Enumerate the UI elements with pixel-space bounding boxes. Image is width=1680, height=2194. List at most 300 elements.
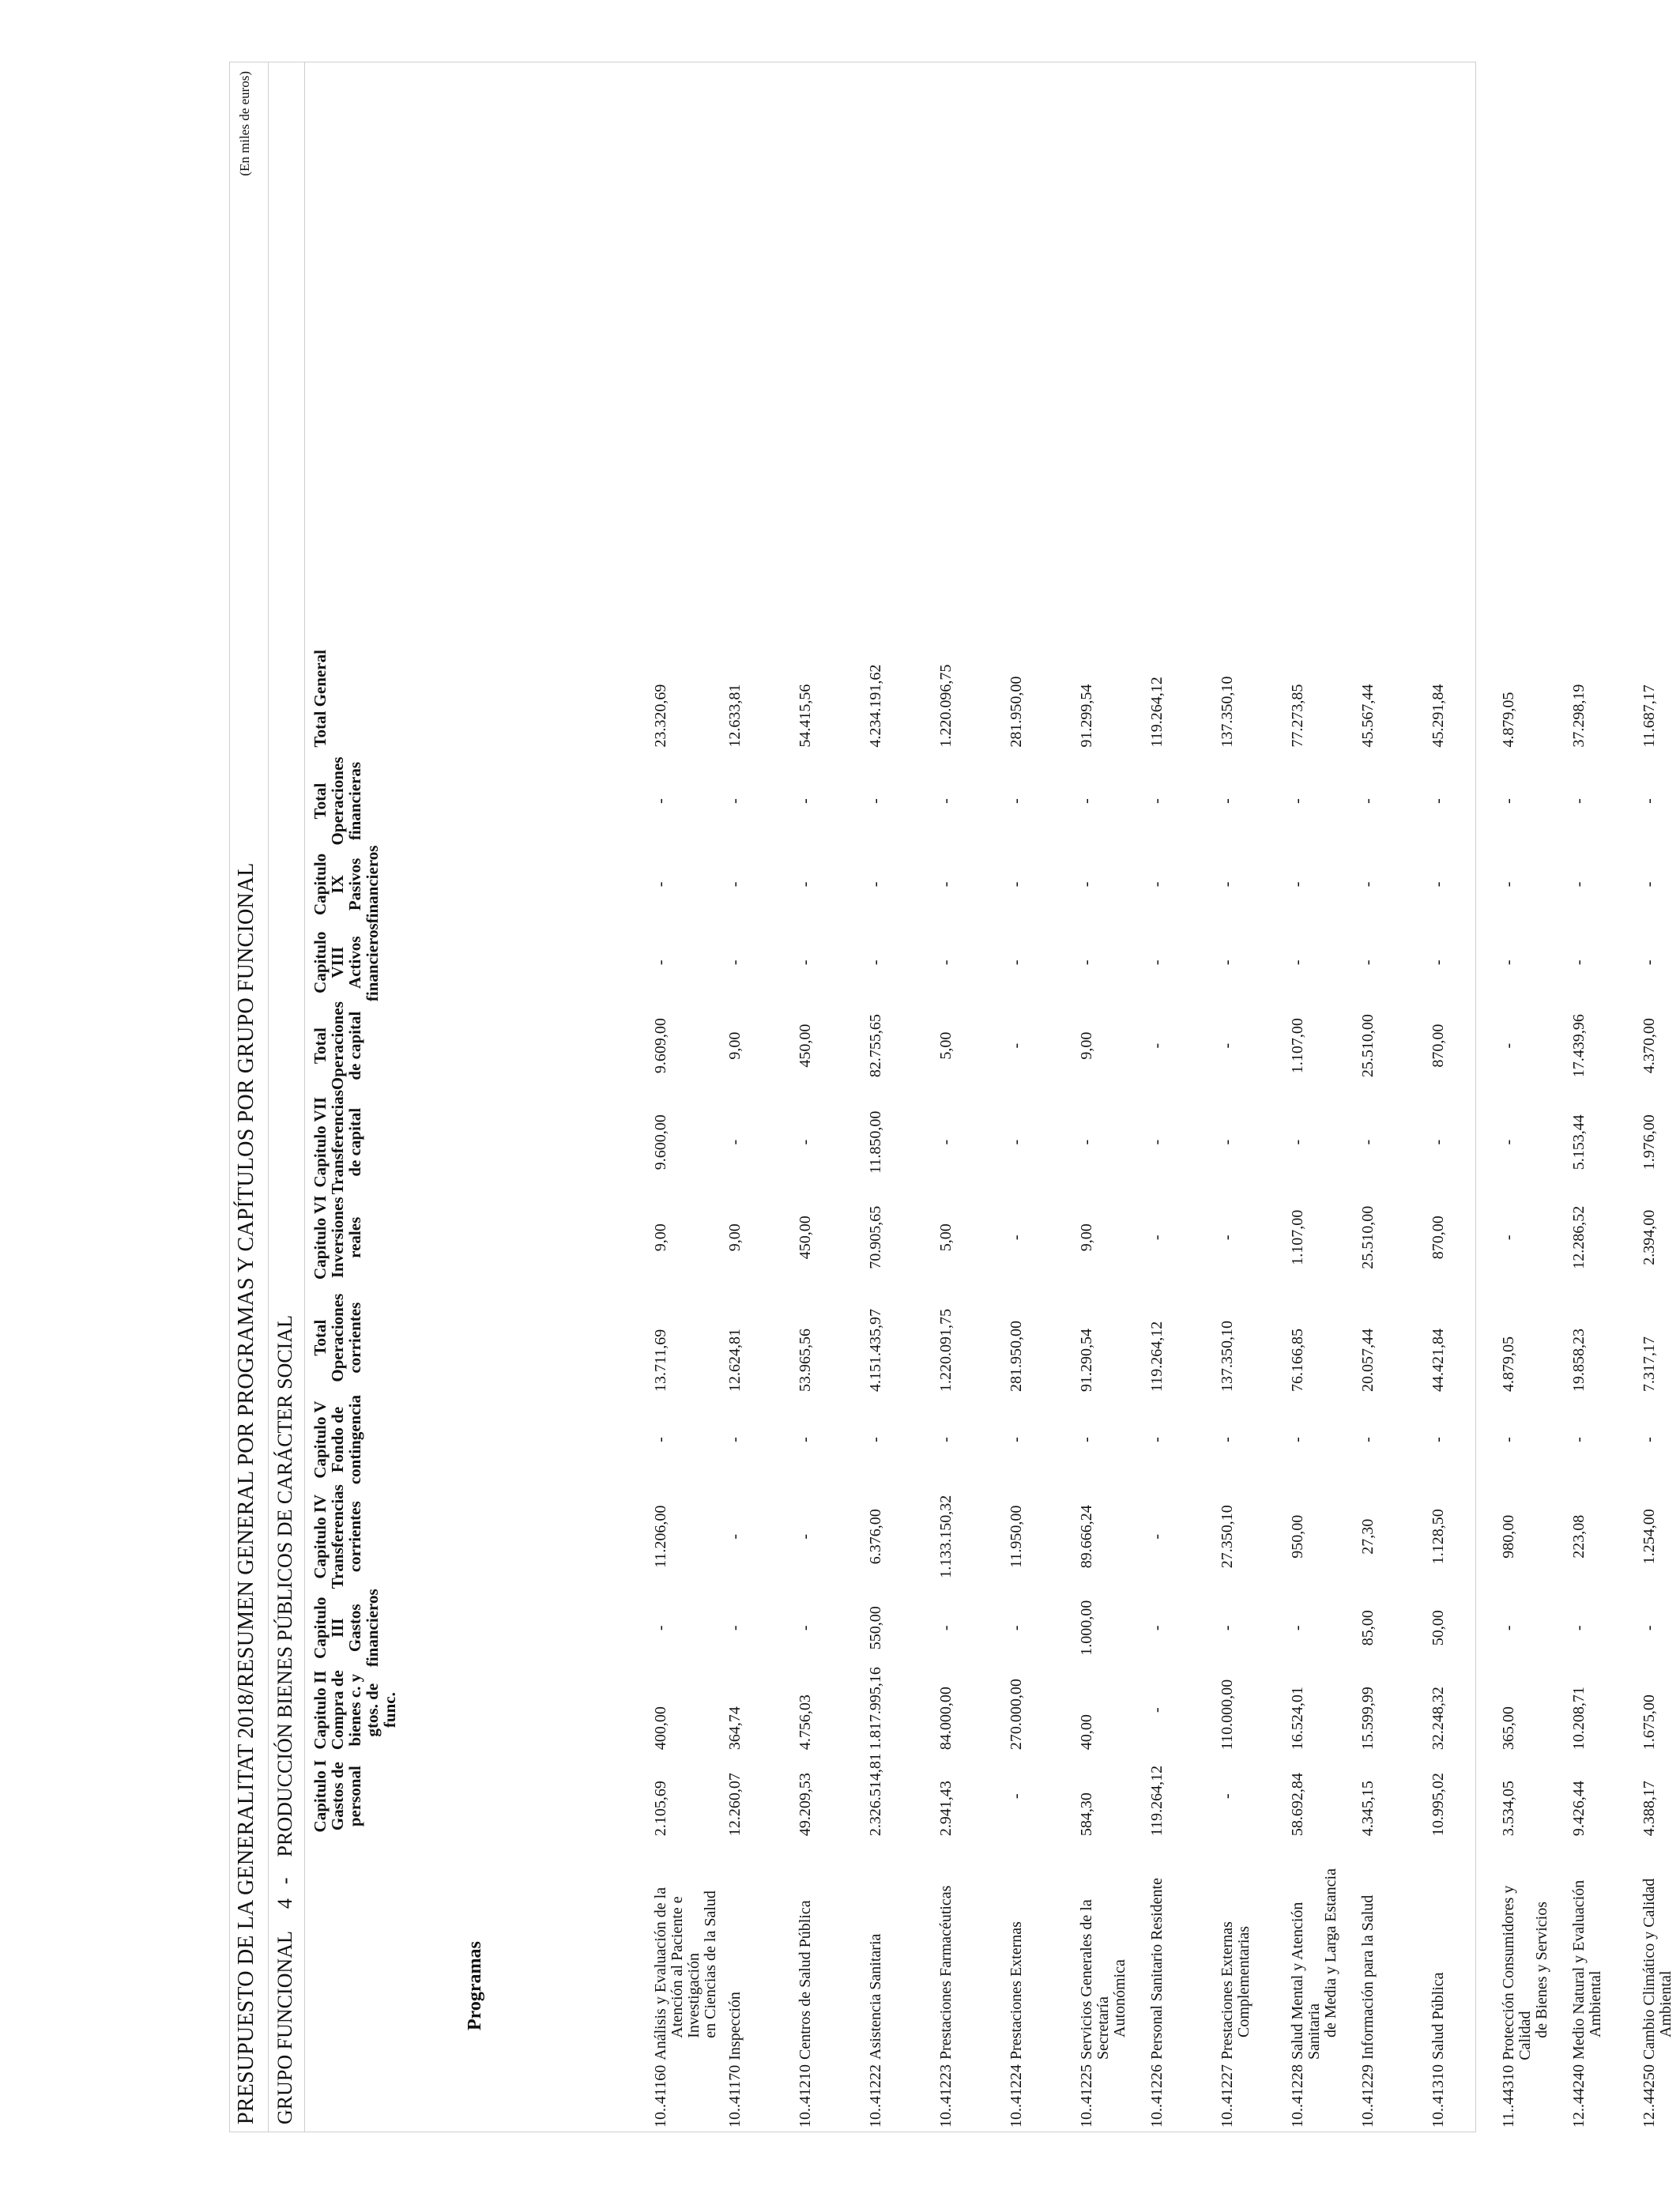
value-cell: - <box>1570 881 1588 888</box>
value-cell: 50,00 <box>1430 1610 1447 1646</box>
header-line: Inversiones <box>328 1197 347 1279</box>
program-cell <box>1422 1839 1493 2132</box>
value-cell: 2.326.514,81 <box>867 1753 884 1837</box>
header-line: Capitulo VIII <box>311 931 347 993</box>
value-cell: - <box>1430 959 1447 966</box>
column-header <box>305 1001 645 1090</box>
header-line: Gastos <box>345 1604 364 1653</box>
table-row <box>1633 62 1680 2132</box>
functional-group-row <box>269 62 305 2132</box>
value-cell: - <box>1148 1533 1166 1540</box>
program-cell <box>789 1839 860 2132</box>
program-name-line: Complementarias <box>1235 1925 1252 2038</box>
value-cell: 3.534,05 <box>1500 1781 1517 1837</box>
program-name-line: Ambiental <box>1657 1970 1674 2038</box>
value-cell: 16.524,01 <box>1289 1687 1306 1751</box>
header-line: Capitulo VI <box>311 1195 330 1280</box>
value-cell: 5.153,44 <box>1570 1114 1588 1171</box>
value-cell: - <box>1430 881 1447 888</box>
header-line: Transferencias <box>328 1484 347 1589</box>
value-cell: - <box>1148 1235 1166 1241</box>
program-code: 10..41229 <box>1359 2064 1377 2128</box>
program-name <box>797 1842 814 2060</box>
value-cell: 85,00 <box>1359 1610 1377 1646</box>
value-cell: 584,30 <box>1078 1793 1095 1837</box>
value-cell: 45.567,44 <box>1359 684 1377 748</box>
program-name-line: Salud Pública <box>1430 1972 1447 2060</box>
value-cell: - <box>652 798 669 804</box>
value-cell: - <box>726 1139 744 1145</box>
program-name <box>1430 1842 1447 2060</box>
header-line: reales <box>345 1216 364 1258</box>
value-cell: - <box>1289 881 1306 888</box>
table-row <box>1141 62 1211 2132</box>
value-cell: 45.291,84 <box>1430 684 1447 748</box>
value-cell: - <box>1148 881 1166 888</box>
value-cell: 40,00 <box>1078 1714 1095 1751</box>
value-cell: - <box>937 1625 955 1631</box>
value-cell: - <box>1008 1625 1025 1631</box>
value-cell: 17.439,96 <box>1570 1014 1588 1078</box>
value-cell: - <box>652 959 669 966</box>
value-cell: 119.264,12 <box>1148 677 1166 748</box>
value-cell: 364,74 <box>726 1706 744 1751</box>
value-cell: - <box>1570 959 1588 966</box>
value-cell: - <box>1219 1437 1236 1442</box>
value-cell: 119.264,12 <box>1148 1765 1166 1837</box>
table-row <box>1282 62 1352 2132</box>
table-body <box>645 62 1680 2132</box>
value-cell: 7.317,17 <box>1640 1336 1658 1392</box>
program-name <box>1360 1842 1377 2060</box>
program-cell <box>1493 1839 1563 2132</box>
value-cell: 44.421,84 <box>1430 1328 1447 1392</box>
program-code: 11..44310 <box>1500 2064 1517 2128</box>
program-name <box>727 1842 744 2060</box>
value-cell: 1.254,00 <box>1640 1509 1658 1565</box>
value-cell: - <box>726 1625 744 1631</box>
table-row <box>1071 62 1141 2132</box>
value-cell: - <box>1219 959 1236 966</box>
value-cell: - <box>1008 881 1025 888</box>
value-cell: - <box>1359 1139 1377 1145</box>
value-cell: 4.879,05 <box>1500 1336 1517 1392</box>
program-name-line: Información para la Salud <box>1359 1894 1377 2060</box>
program-name-line: Prestaciones Farmacéuticas <box>937 1885 955 2060</box>
program-name <box>938 1842 955 2060</box>
table-row <box>1211 62 1282 2132</box>
value-cell: - <box>797 881 814 888</box>
budget-table <box>305 62 1680 2132</box>
value-cell: 12.633,81 <box>726 684 744 748</box>
value-cell: - <box>1219 1625 1236 1631</box>
value-cell: 1.000,00 <box>1078 1600 1095 1656</box>
header-line: Operaciones <box>328 1001 347 1091</box>
program-cell <box>1211 1839 1282 2132</box>
value-cell: - <box>937 798 955 804</box>
value-cell: - <box>1359 1437 1377 1442</box>
column-header <box>305 757 645 846</box>
value-cell: - <box>1219 798 1236 804</box>
value-cell: 1.220.091,75 <box>937 1308 955 1392</box>
program-cell <box>1633 1839 1680 2132</box>
value-cell: - <box>1008 1235 1025 1241</box>
table-row <box>719 62 789 2132</box>
column-header <box>305 1395 645 1484</box>
value-cell: 32.248,32 <box>1430 1687 1447 1751</box>
value-cell: - <box>1500 1437 1517 1442</box>
value-cell: - <box>1500 1625 1517 1631</box>
value-cell: 9,00 <box>726 1031 744 1060</box>
program-name-line: Salud Mental y Atención Sanitaria <box>1289 1902 1323 2060</box>
header-line: financieros <box>363 845 382 924</box>
header-line: contingencia <box>345 1394 364 1485</box>
value-cell: - <box>937 959 955 966</box>
value-cell: - <box>937 881 955 888</box>
program-name <box>1290 1842 1339 2060</box>
value-cell: 400,00 <box>652 1706 669 1751</box>
table-row <box>1422 62 1493 2132</box>
value-cell: 4.879,05 <box>1500 692 1517 748</box>
value-cell: 53.965,56 <box>797 1328 814 1392</box>
value-cell: 10.208,71 <box>1570 1687 1588 1751</box>
value-cell: 11.206,00 <box>652 1505 669 1568</box>
table-row <box>1493 62 1563 2132</box>
value-cell: 9.426,44 <box>1570 1781 1588 1837</box>
value-cell: 9,00 <box>726 1223 744 1252</box>
program-name-line: Asistencia Sanitaria <box>867 1933 884 2060</box>
value-cell: 27.350,10 <box>1219 1505 1236 1569</box>
value-cell: - <box>1148 1042 1166 1049</box>
column-header <box>305 1484 645 1589</box>
header-line: Capitulo I <box>311 1759 330 1833</box>
table-row <box>860 62 930 2132</box>
program-cell <box>1282 1839 1352 2132</box>
value-cell: - <box>1500 881 1517 888</box>
header-line: Pasivos <box>345 858 364 911</box>
value-cell: 1.128,50 <box>1430 1509 1447 1565</box>
value-cell: 365,00 <box>1500 1706 1517 1751</box>
value-cell: 77.273,85 <box>1289 684 1306 748</box>
program-cell <box>1141 1839 1211 2132</box>
value-cell: 19.858,23 <box>1570 1328 1588 1392</box>
value-cell: 1.976,00 <box>1640 1114 1658 1171</box>
value-cell: - <box>867 959 884 966</box>
header-line: Capitulo III <box>311 1596 347 1659</box>
table-row <box>645 62 719 2132</box>
value-cell: 4.388,17 <box>1640 1781 1658 1837</box>
header-line: gtos. de func. <box>363 1683 399 1737</box>
value-cell: - <box>867 798 884 804</box>
value-cell: - <box>1008 798 1025 804</box>
header-line: Activos <box>345 936 364 989</box>
value-cell: - <box>1359 798 1377 804</box>
value-cell: 870,00 <box>1430 1216 1447 1260</box>
functional-group <box>273 1315 297 2124</box>
value-cell: 9.600,00 <box>652 1114 669 1171</box>
header-line: de capital <box>345 1011 364 1080</box>
header-line: Total <box>311 782 330 820</box>
program-name <box>1501 1842 1550 2060</box>
header-line: Operaciones <box>328 756 347 846</box>
value-cell: - <box>797 1533 814 1540</box>
header-line: Total <box>311 1319 330 1356</box>
value-cell: - <box>1078 959 1095 966</box>
budget-sheet <box>229 62 1674 2132</box>
header-line: Capitulo V <box>311 1400 330 1479</box>
value-cell: - <box>1008 1042 1025 1049</box>
value-cell: - <box>797 959 814 966</box>
column-header-row <box>305 62 645 2132</box>
program-name-line: Inspección <box>726 1992 744 2060</box>
value-cell: - <box>1500 1139 1517 1145</box>
value-cell: - <box>797 1139 814 1145</box>
program-name-line: Análisis y Evaluación de la <box>652 1887 669 2060</box>
value-cell: - <box>1148 798 1166 804</box>
program-cell <box>1563 1839 1633 2132</box>
value-cell: 25.510,00 <box>1359 1205 1377 1269</box>
value-cell: 281.950,00 <box>1008 1320 1025 1392</box>
header-line: Capitulo VII <box>311 1096 330 1188</box>
value-cell: 84.000,00 <box>937 1687 955 1751</box>
header-line: Capitulo IV <box>311 1494 330 1579</box>
value-cell: 11.687,17 <box>1640 684 1658 748</box>
value-cell: 2.105,69 <box>652 1781 669 1837</box>
program-code: 10..41223 <box>937 2064 955 2128</box>
value-cell: - <box>1078 1139 1095 1145</box>
value-cell: - <box>1078 1437 1095 1442</box>
value-cell: - <box>1500 1042 1517 1049</box>
value-cell: - <box>1219 1139 1236 1145</box>
program-name-line: de Media y Larga Estancia <box>1322 1868 1339 2038</box>
value-cell: 4.756,03 <box>797 1695 814 1751</box>
program-code: 10..41226 <box>1148 2064 1166 2128</box>
program-name <box>1571 1842 1604 2060</box>
header-line: Total General <box>311 650 330 748</box>
value-cell: - <box>1148 959 1166 966</box>
value-cell: - <box>1008 959 1025 966</box>
value-cell: - <box>1570 1437 1588 1442</box>
program-name-line: Protección Consumidores y Calidad <box>1500 1885 1534 2060</box>
program-code: 10..41310 <box>1430 2064 1447 2128</box>
value-cell: - <box>1570 798 1588 804</box>
column-header <box>305 1753 645 1839</box>
header-line: Fondo de <box>328 1406 347 1473</box>
value-cell: - <box>652 881 669 888</box>
program-code: 10..41224 <box>1008 2064 1025 2128</box>
value-cell: - <box>1289 1437 1306 1442</box>
program-name <box>1079 1842 1128 2060</box>
value-cell: 13.711,69 <box>652 1329 669 1392</box>
value-cell: 23.320,69 <box>652 684 669 748</box>
value-cell: - <box>797 1625 814 1631</box>
value-cell: 82.755,65 <box>867 1014 884 1078</box>
header-line: financieros <box>363 923 382 1002</box>
value-cell: 54.415,56 <box>797 684 814 748</box>
value-cell: 12.286,52 <box>1570 1205 1588 1269</box>
value-cell: - <box>1289 959 1306 966</box>
value-cell: 950,00 <box>1289 1514 1306 1559</box>
value-cell: 2.394,00 <box>1640 1209 1658 1265</box>
value-cell: 20.057,44 <box>1359 1328 1377 1392</box>
value-cell: 1.133.150,32 <box>937 1495 955 1578</box>
header-line: financieras <box>345 761 364 841</box>
program-name-line: Personal Sanitario Residente <box>1148 1878 1166 2060</box>
header-line: Capitulo IX <box>311 853 347 916</box>
program-name-line: Servicios Generales de la Secretaría <box>1078 1899 1112 2060</box>
value-cell: 450,00 <box>797 1216 814 1260</box>
program-name-line: Prestaciones Externas <box>1008 1921 1025 2060</box>
value-cell: - <box>1219 1042 1236 1049</box>
column-header <box>305 846 645 924</box>
group-label: GRUPO FUNCIONAL <box>273 1931 296 2124</box>
group-name: PRODUCCIÓN BIENES PÚBLICOS DE CARÁCTER SOCIAL <box>273 1315 296 1857</box>
value-cell: 1.220.096,75 <box>937 664 955 748</box>
table-row <box>1352 62 1422 2132</box>
column-header <box>305 1280 645 1395</box>
header-line: de capital <box>345 1107 364 1177</box>
value-cell: - <box>1008 1139 1025 1145</box>
value-cell: 119.264,12 <box>1148 1321 1166 1392</box>
value-cell: 12.260,07 <box>726 1773 744 1837</box>
table-row <box>789 62 860 2132</box>
value-cell: 25.510,00 <box>1359 1014 1377 1078</box>
document-title: PRESUPUESTO DE LA GENERALITAT 2018/RESUMEN GENERAL POR PROGRAMAS Y CAPÍTULOS POR GRUPO FUNCIONAL <box>234 862 258 2124</box>
value-cell: 11.950,00 <box>1008 1505 1025 1568</box>
value-cell: 870,00 <box>1430 1023 1447 1068</box>
program-name-line: en Ciencias de la Salud <box>702 1891 719 2038</box>
header-line: Capitulo II <box>311 1670 330 1750</box>
value-cell: - <box>1219 881 1236 888</box>
program-cell <box>1000 1839 1071 2132</box>
program-name-line: Cambio Climático y Calidad <box>1640 1878 1658 2060</box>
header-line: bienes c. y <box>345 1673 364 1747</box>
value-cell: 6.376,00 <box>867 1509 884 1565</box>
value-cell: 1.107,00 <box>1289 1209 1306 1265</box>
value-cell: - <box>726 881 744 888</box>
value-cell: 270.000,00 <box>1008 1679 1025 1751</box>
value-cell: 2.941,43 <box>937 1781 955 1837</box>
value-cell: - <box>1219 1793 1236 1799</box>
value-cell: 70.905,65 <box>867 1205 884 1269</box>
value-cell: - <box>652 1625 669 1631</box>
value-cell: - <box>1359 959 1377 966</box>
column-header <box>305 1589 645 1667</box>
program-code: 10..41210 <box>797 2064 814 2128</box>
value-cell: 110.000,00 <box>1219 1679 1236 1751</box>
value-cell: 4.234.191,62 <box>867 664 884 748</box>
value-cell: 91.290,54 <box>1078 1328 1095 1392</box>
header-line: corrientes <box>345 1501 364 1573</box>
program-name <box>1149 1842 1166 2060</box>
program-name-line: Centros de Salud Pública <box>797 1900 814 2060</box>
value-cell: - <box>1570 1625 1588 1631</box>
column-header <box>305 1194 645 1280</box>
value-cell: 450,00 <box>797 1023 814 1068</box>
value-cell: 281.950,00 <box>1008 676 1025 748</box>
program-name-line: de Bienes y Servicios <box>1533 1901 1550 2038</box>
value-cell: - <box>1148 1707 1166 1713</box>
program-cell <box>860 1839 930 2132</box>
value-cell: 1.675,00 <box>1640 1695 1658 1751</box>
value-cell: 4.151.435,97 <box>867 1308 884 1392</box>
column-header <box>305 1090 645 1194</box>
value-cell: 5,00 <box>937 1223 955 1252</box>
value-cell: 10.995,02 <box>1430 1773 1447 1837</box>
program-code: 10..41222 <box>867 2064 884 2128</box>
value-cell: - <box>1148 1437 1166 1442</box>
value-cell: - <box>1640 1625 1658 1631</box>
value-cell: - <box>797 1437 814 1442</box>
program-code: 10..41228 <box>1289 2064 1306 2128</box>
value-cell: - <box>1640 798 1658 804</box>
value-cell: 15.599,99 <box>1359 1687 1377 1751</box>
value-cell: 4.345,15 <box>1359 1781 1377 1837</box>
value-cell: - <box>726 798 744 804</box>
value-cell: - <box>726 1437 744 1442</box>
value-cell: 27,30 <box>1359 1518 1377 1555</box>
value-cell: - <box>1430 1139 1447 1145</box>
value-cell: - <box>1500 959 1517 966</box>
value-cell: 37.298,19 <box>1570 684 1588 748</box>
value-cell: 9,00 <box>652 1223 669 1252</box>
units-note: (En miles de euros) <box>237 71 252 176</box>
program-name <box>653 1842 719 2060</box>
value-cell: - <box>937 1437 955 1442</box>
header-line: personal <box>345 1766 364 1827</box>
value-cell: 4.370,00 <box>1640 1018 1658 1074</box>
group-dash: - <box>273 1877 296 1885</box>
value-cell: - <box>937 1139 955 1145</box>
program-code: 12..44250 <box>1640 2064 1658 2128</box>
value-cell: - <box>797 798 814 804</box>
value-cell: 550,00 <box>867 1606 884 1650</box>
value-cell: - <box>726 1533 744 1540</box>
value-cell: 9,00 <box>1078 1223 1095 1252</box>
column-header <box>305 923 645 1001</box>
program-cell <box>930 1839 1000 2132</box>
header-line: corrientes <box>345 1302 364 1374</box>
value-cell: 223,08 <box>1570 1514 1588 1559</box>
program-name-line: Ambiental <box>1587 1970 1604 2038</box>
value-cell: - <box>1148 1625 1166 1631</box>
program-cell <box>1071 1839 1141 2132</box>
value-cell: - <box>1289 1625 1306 1631</box>
program-code: 10..41170 <box>726 2064 744 2128</box>
program-cell <box>719 1839 789 2132</box>
value-cell: 89.666,24 <box>1078 1505 1095 1569</box>
header-line: financieros <box>363 1589 382 1668</box>
value-cell: - <box>867 881 884 888</box>
column-header-programas <box>305 1839 645 2132</box>
program-name-line: Prestaciones Externas <box>1219 1921 1236 2060</box>
value-cell: - <box>1219 1235 1236 1241</box>
header-line: Gastos de <box>328 1762 347 1831</box>
value-cell: - <box>1008 1437 1025 1442</box>
program-cell <box>1352 1839 1422 2132</box>
program-name-line: Atención al Paciente e Investigación <box>669 1896 703 2038</box>
column-header <box>305 62 645 757</box>
value-cell: 11.850,00 <box>867 1110 884 1174</box>
value-cell: 76.166,85 <box>1289 1328 1306 1392</box>
program-name-line: Autonómica <box>1111 1959 1128 2038</box>
program-code: 10..41225 <box>1078 2064 1095 2128</box>
table-row <box>1563 62 1633 2132</box>
program-code: 10..41160 <box>652 2064 669 2128</box>
group-number: 4 <box>273 1898 296 1909</box>
value-cell: - <box>1289 798 1306 804</box>
program-name <box>1641 1842 1674 2060</box>
